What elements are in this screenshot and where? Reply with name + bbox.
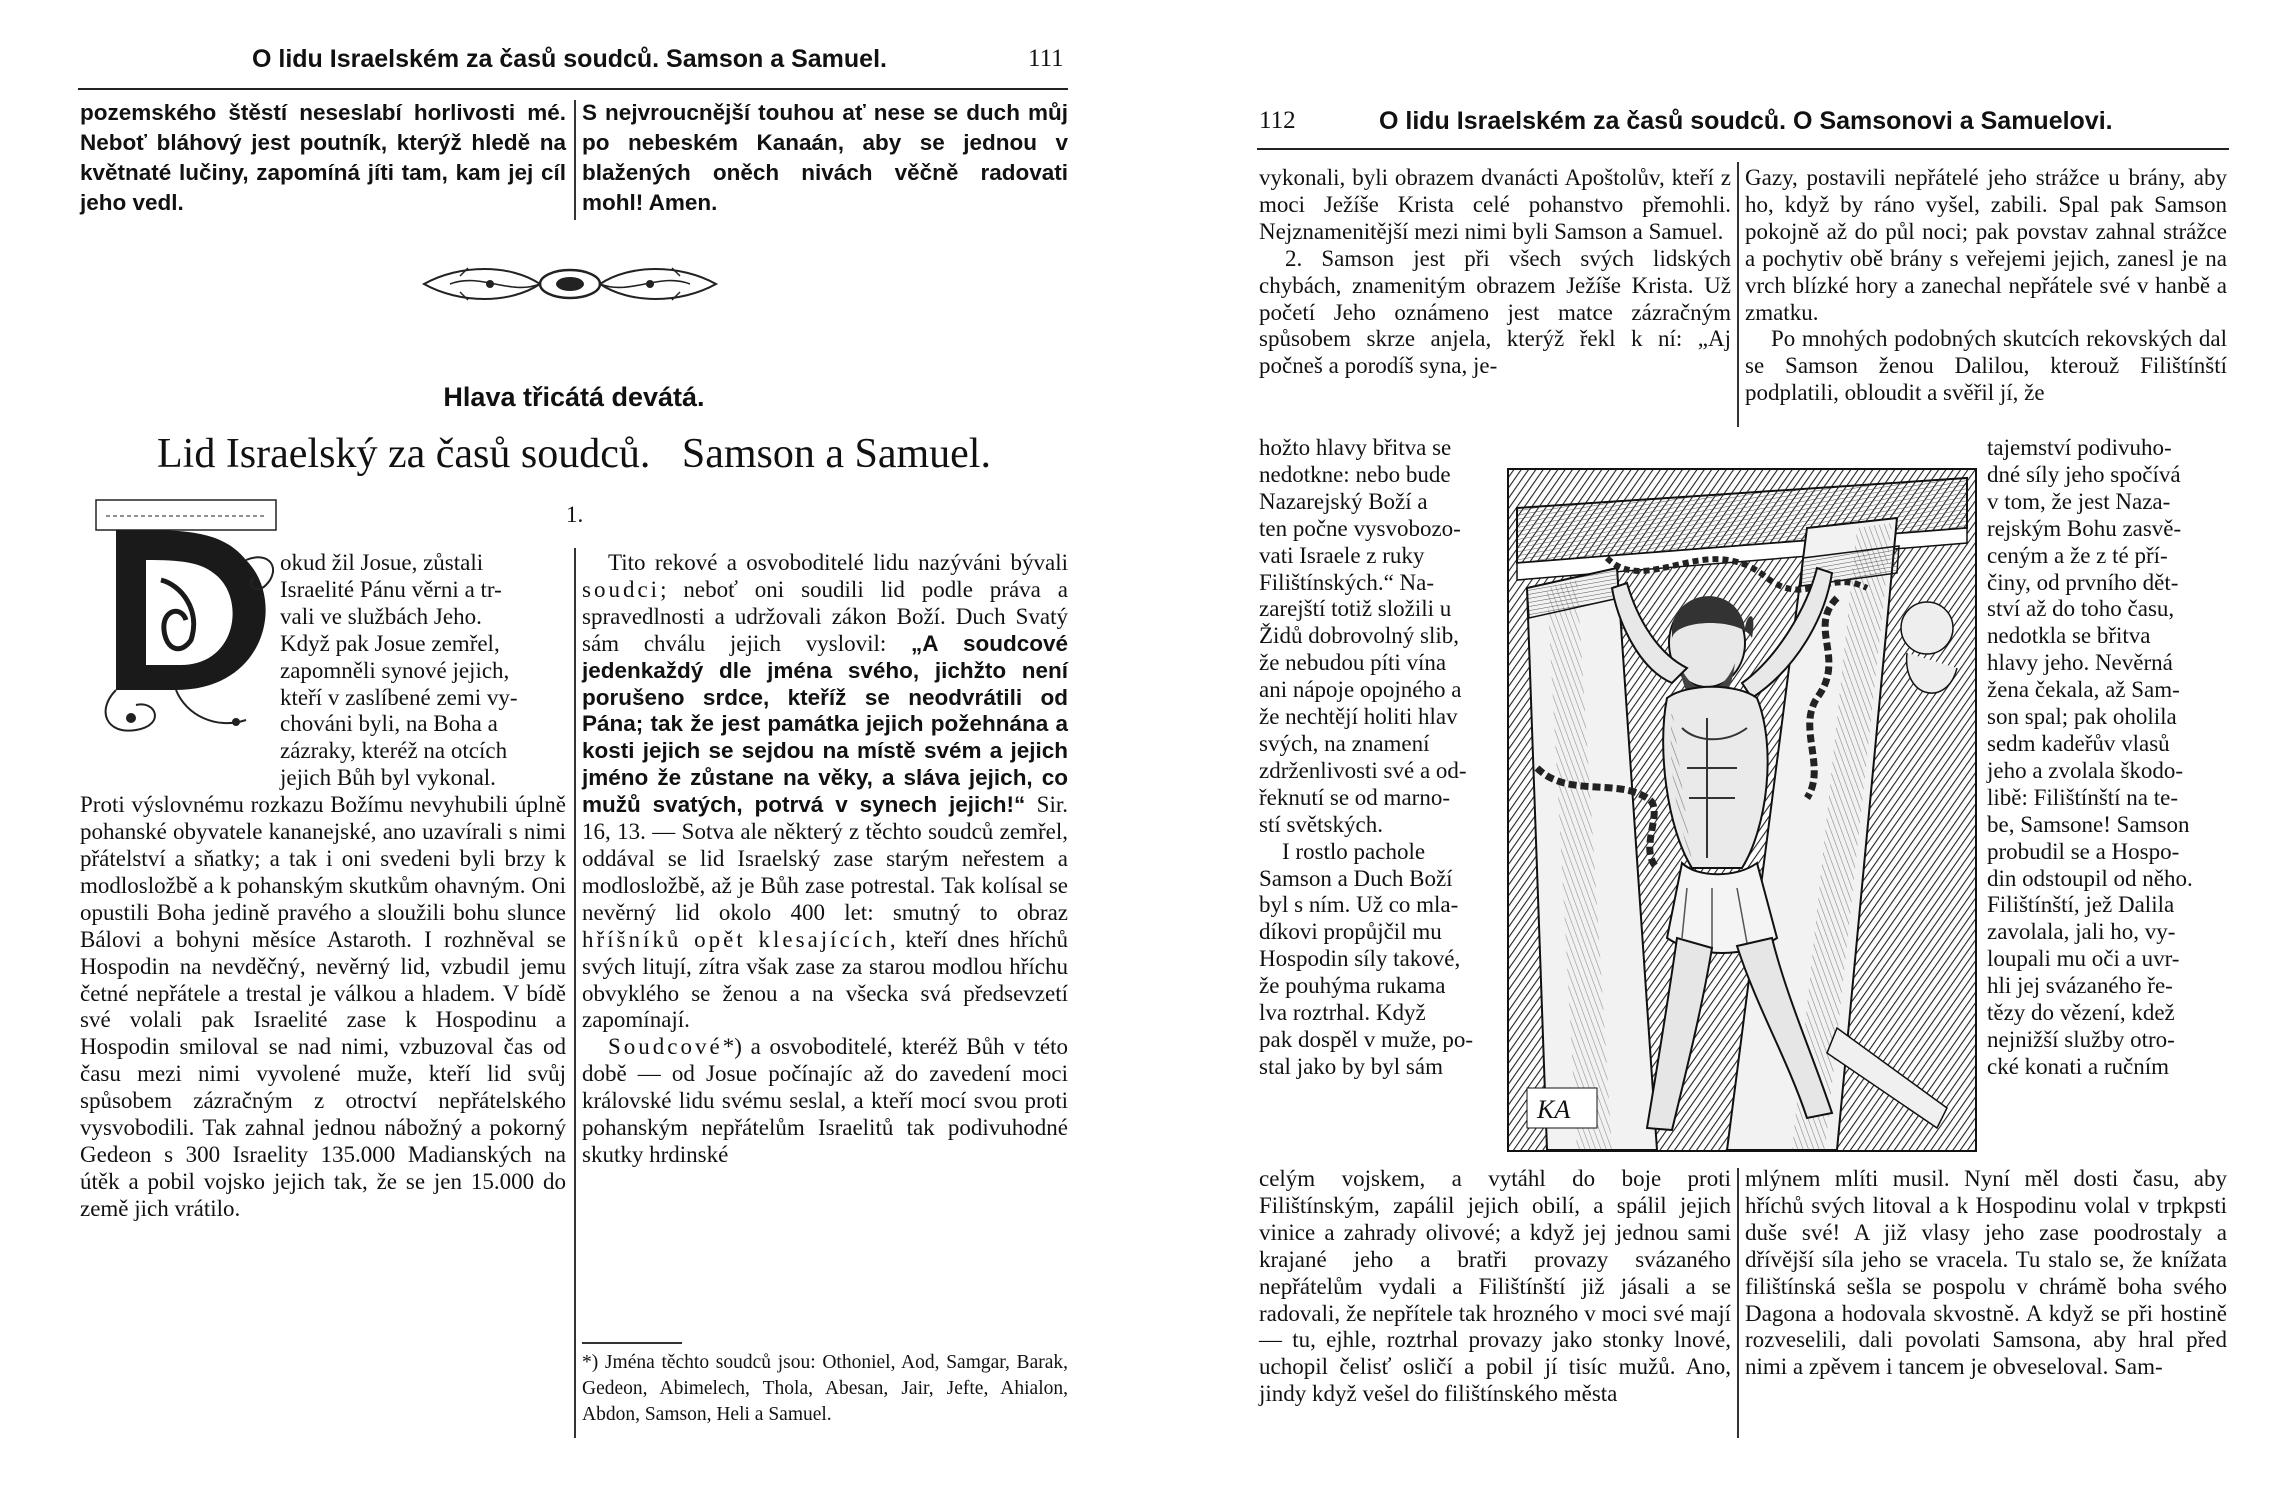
text-line: Filištínští, jež Dalila	[1987, 892, 2175, 918]
text-line: ten počne vysvobozo-	[1259, 515, 1461, 541]
paragraph: Po mnohých podobných skutcích rekovských dal se Samson ženou Dalilou, kterouž Filištínští podplatili, obloudit a svěřil jí, že	[1745, 326, 2227, 406]
text-line: zázraky, kteréž na otcích	[280, 738, 508, 764]
paragraph: Proti výslovnému rozkazu Božímu nevyhubili úplně pohanské obyvatele kananejské, ano uzavírali s nimi přátelství a sňatky; a tak i oni svedeni byli brzy k modlosložbě a k pohanským skutkům ohavným. Oni opustili Boha jedině pravého a sloužili bohu slunce Bálovi a bohyni měsíce Astaroth. I rozhněval se Hospodin na nevděčný, nevěrný lid, vzbudil jemu četné nepřátele a trestal je válkou a hladem. V bídě své volali pak Israelité zase k Hospodinu a Hospodin smiloval se nad nimi, vzbuzoval čas od času mezi nimi vyvolené muže, kteří lid svůj spůsobem zázračným z otroctví nepřátelského vysvobodili. Tak zahnal jednou nábožný a pokorný Gedeon s 300 Israelity 135.000 Madianských na útěk a pobil vojsko jejich tak, že se jen 15.000 do země jich vrátilo.	[80, 792, 566, 1221]
text-line: okud žil Josue, zůstali	[280, 550, 484, 575]
top-paragraph-col2: S nejvroucnější touhou ať nese se duch můj po nebeském Kanaán, aby se jednou v blažených oněch nivách věčně radovati mohl! Amen.	[582, 100, 1068, 215]
text-span: , kteří dnes hříchů svých litují, zítra však zase za starou modlou hříchu obvyklého se ženou a na všecka svá předsevzetí zapomínají.	[582, 926, 1068, 1033]
text-line: jejich Bůh byl vykonal.	[280, 765, 496, 791]
spaced-term: soudci	[582, 576, 661, 602]
text-line: zavolala, jali ho, vy-	[1987, 919, 2176, 945]
text-line: probudil se a Hospo-	[1987, 838, 2180, 864]
column-rule	[574, 548, 576, 1438]
text-line: kteří v zaslíbené zemi vy-	[280, 684, 518, 710]
text-line: činy, od prvního dět-	[1987, 569, 2179, 595]
text-line: vati Israele z ruky	[1259, 542, 1425, 568]
text-line: stal jako by byl sám	[1259, 1053, 1443, 1079]
header-rule	[1257, 148, 2229, 150]
body-column-1	[1259, 165, 1731, 380]
text-line: dné síly jeho spočívá	[1987, 461, 2181, 487]
text-line: Když pak Josue zemřel,	[280, 630, 500, 656]
body-column-2	[1745, 165, 2227, 407]
page-112	[1139, 0, 2278, 1500]
column-rule	[1737, 1168, 1739, 1438]
text-line: loupali mu oči a uvr-	[1987, 946, 2180, 972]
text-line: tězy do vězení, kdež	[1987, 1000, 2175, 1026]
body-column-2-wrap	[1987, 435, 2227, 1081]
text-span: ; neboť oni soudili lid podle práva a spravedlnosti a udržovali zákon Boží. Duch Svatý sám chválu jejich vyslovil:	[582, 576, 1068, 656]
text-line: chováni byli, na Boha a	[280, 711, 498, 737]
running-head: O lidu Israelském za časů soudců. O Samsonovi a Samuelovi.	[1379, 107, 2113, 135]
text-line: zarejští totiž složili u	[1259, 596, 1452, 622]
ornament-divider-icon	[420, 262, 720, 306]
paragraph	[582, 1034, 1068, 1169]
text-line: ani nápoje opojného a	[1259, 677, 1462, 703]
text-line: nedotkne: nebo bude	[1259, 461, 1451, 487]
illustration-monogram: KA	[1537, 1095, 1571, 1124]
text-span: Sir. 16, 13. — Sotva ale některý z těchto soudců zemřel, oddával se lid Israelský zase starým neřestem a modlosložbě, až je Bůh zase potrestal. Tak kolísal se nevěrný lid okolo 400 let: smutný to obraz	[582, 792, 1068, 925]
page-number: 112	[1259, 107, 1296, 134]
text-line: svých, na znamení	[1259, 730, 1430, 756]
text-line: řeknutí se od marno-	[1259, 784, 1450, 810]
text-line: že pouhýma rukama	[1259, 973, 1446, 999]
text-line: ceným a že z té pří-	[1987, 542, 2168, 568]
paragraph: vykonali, byli obrazem dvanácti Apoštolův, kteří z moci Ježíše Krista celé pohanstvo přemohli. Nejznamenitější mezi nimi byli Samson a Samuel.	[1259, 165, 1731, 244]
scripture-quote: „A soudcové jedenkaždý dle jména svého, jichžto není porušeno srdce, kteříž se neodvrátili od Pána; tak že jest památka jejich požehnána a kosti jejich se sejdou na místě svém a jejich jméno že zůstane na věky, a sláva jejich, co mužů svatých, potrvá v synech jejich!“	[582, 630, 1068, 818]
body-column-1-bottom: celým vojskem, a vytáhl do boje proti Filištínským, zapálil jejich obilí, a spálil jejich vinice a zahrady olivové; a když jej jednou sami krajané jeho a bratři provazy svázaného nepřátelům vydali a Filištínští již jásali a se radovali, že nepřítele tak hrozného v moci své mají — tu, ejhle, roztrhal provazy jako stonky lnové, uchopil čelisť osličí a pobil jí tisíc mužů. Ano, jindy když vešel do filištínského města	[1259, 1166, 1731, 1407]
text-line: vali ve službách Jeho.	[280, 603, 482, 629]
text-line: nejnižší služby otro-	[1987, 1026, 2175, 1052]
text-line: cké konati a ručním	[1987, 1053, 2170, 1079]
text-line: Israelité Pánu věrni a tr-	[280, 576, 502, 602]
text-line: tajemství podivuho-	[1987, 435, 2172, 460]
body-column-2-bottom: mlýnem mlíti musil. Nyní měl dosti času, aby hříchů svých litoval a k Hospodinu volal v trpkpsti duše své! A již vlasy jeho zase poodrostaly a dřívější síla jeho se vracela. Tu stalo se, že knížata filištínská sešla se pospolu v chrámě boha svého Dagona a hodovala skvostně. A když se při hostině rozveselili, dali povolati Samsona, aby hral před nimi a zpěvem i tancem je obveseloval. Sam-	[1745, 1166, 2227, 1380]
text-line: díkovi propůjčil mu	[1259, 919, 1442, 945]
text-line: jeho a zvolala škodo-	[1987, 757, 2184, 783]
column-rule	[574, 100, 576, 220]
text-line: I rostlo pachole	[1259, 838, 1426, 864]
text-line: hli jej svázaného ře-	[1987, 973, 2173, 999]
text-line: zdrženlivosti své a od-	[1259, 757, 1467, 783]
text-line: pak dospěl v muže, po-	[1259, 1026, 1473, 1052]
body-column-1-wrap	[1259, 435, 1491, 1081]
text-line: lva roztrhal. Když	[1259, 1000, 1426, 1026]
text-span: *) a osvoboditelé, kteréž Bůh v této době — od Josue počínajíc až do zavedení moci královské lidu svému seslal, a kteří mocí svou proti pohanským nepřátelům Israelitů tak podivuhodné skutky hrdinské	[582, 1034, 1068, 1167]
text-span: Tito rekové a osvoboditelé lidu nazýváni bývali	[608, 550, 1068, 575]
text-line: Nazarejský Boží a	[1259, 488, 1428, 514]
page-number: 111	[1028, 45, 1064, 72]
spaced-term: hříšníků opět klesajících	[582, 926, 890, 952]
text-line: libě: Filištínští na te-	[1987, 784, 2179, 810]
text-line: ství až do toho času,	[1987, 596, 2175, 622]
text-line: be, Samsone! Samson	[1987, 811, 2190, 837]
section-number: 1.	[566, 502, 584, 527]
text-line: nedotkla se břitva	[1987, 623, 2151, 649]
text-line: hlavy jeho. Nevěrná	[1987, 650, 2173, 676]
column-rule	[1737, 162, 1739, 427]
text-line: Židů dobrovolný slib,	[1259, 623, 1459, 649]
text-line: stí světských.	[1259, 811, 1383, 837]
text-line: žena čekala, až Sam-	[1987, 677, 2180, 703]
text-line: Filištínských.“ Na-	[1259, 569, 1435, 595]
running-head: O lidu Israelském za časů soudců. Samson a Samuel.	[252, 45, 887, 73]
text-line: Samson a Duch Boží	[1259, 865, 1453, 891]
footnote: *) Jména těchto soudců jsou: Othoniel, Aod, Samgar, Barak, Gedeon, Abimelech, Thola, Abesan, Jair, Jefte, Ahialon, Abdon, Samson, Heli a Samuel.	[582, 1352, 1068, 1425]
body-column-2	[582, 550, 1068, 1169]
paragraph: 2. Samson jest při všech svých lidských chybách, znamenitým obrazem Ježíše Krista. Už početí Jeho oznámeno jest matce zázračným spůsobem skrze anjela, kterýž řekl k ní: „Aj počneš a porodíš syna, je-	[1259, 245, 1731, 379]
text-line: hožto hlavy břitva se	[1259, 435, 1452, 460]
text-line: rejským Bohu zasvě-	[1987, 515, 2182, 541]
text-line: zapomněli synové jejich,	[280, 657, 510, 683]
text-line: din odstoupil od něho.	[1987, 865, 2193, 891]
top-paragraph-col1: pozemského štěstí neseslabí horlivosti mé. Neboť bláhový jest poutník, kterýž hledě na květnaté lučiny, zapomíná jíti tam, kam jej cíl jeho vedl.	[80, 100, 566, 215]
text-line: sedm kadeřův vlasů	[1987, 730, 2170, 756]
header-rule	[78, 88, 1068, 90]
text-line: byl s ním. Už co mla-	[1259, 892, 1459, 918]
samson-illustration	[1507, 468, 1977, 1152]
paragraph	[582, 550, 1068, 1034]
body-column-1	[80, 550, 566, 1223]
text-line: že nechtějí holiti hlav	[1259, 704, 1458, 730]
chapter-title: Lid Israelský za časů soudců. Samson a Samuel.	[157, 431, 991, 477]
paragraph: Gazy, postavili nepřátelé jeho strážce u brány, aby ho, když by ráno vyšel, zabili. Spal pak Samson pokojně až do půl noci; pak povstav zahnal strážce a pochytiv obě brány s veřejemi jejich, zanesl je na vrch blízké hory a zanechal nepřátele své v hanbě a zmatku.	[1745, 165, 2227, 325]
text-line: son spal; pak oholila	[1987, 704, 2177, 730]
footnote-rule	[582, 1342, 682, 1344]
chapter-number: Hlava třicátá devátá.	[443, 382, 705, 412]
text-line: v tom, že jest Naza-	[1987, 488, 2171, 514]
text-line: Hospodin síly takové,	[1259, 946, 1461, 972]
spaced-term: Soudcové	[608, 1034, 723, 1060]
text-line: že nebudou píti vína	[1259, 650, 1447, 676]
